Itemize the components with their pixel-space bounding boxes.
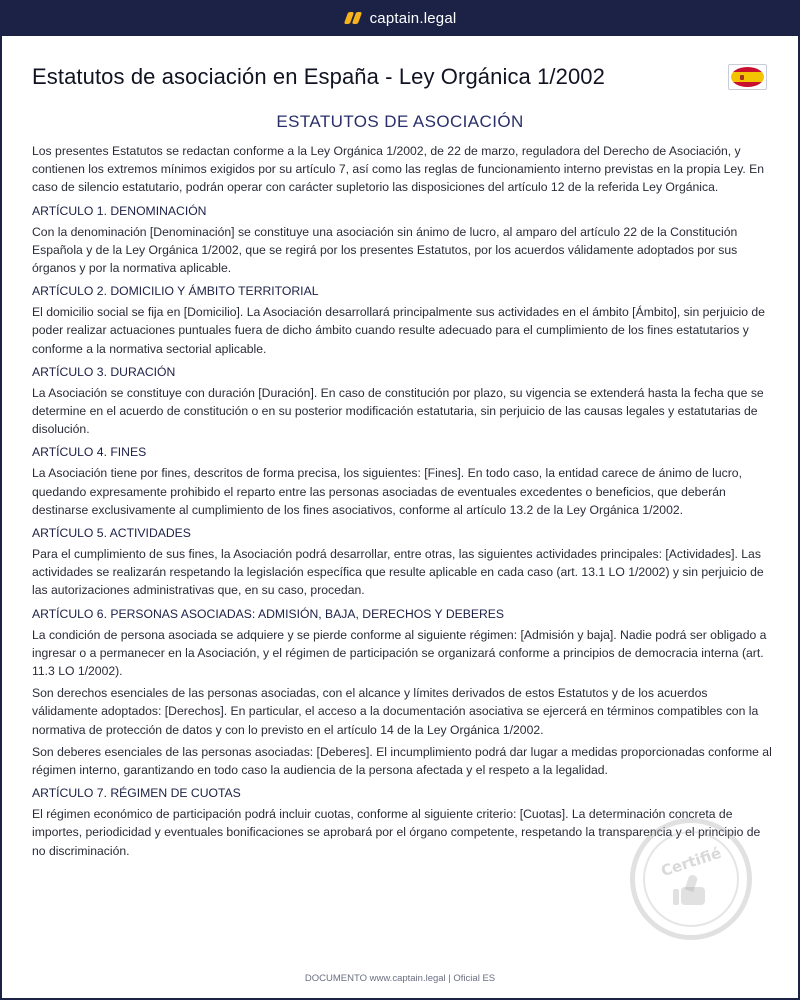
captain-logo-icon: [344, 11, 362, 25]
article-heading: ARTÍCULO 3. DURACIÓN: [32, 364, 176, 379]
article-paragraph: La Asociación se constituye con duración [Duración]. En caso de constitución por plazo, su vigencia se extenderá hasta la fecha que se determine en el acuerdo de constitución o en su posterior modificación estatutaria, sin perjuicio de las causas legales y estatutarias de disolución.: [32, 385, 764, 437]
top-bar: [0, 0, 800, 36]
footer: DOCUMENTO www.captain.legal | Oficial ES: [304, 973, 496, 984]
stamp-label: Certifié: [658, 843, 724, 881]
intro-paragraph: Los presentes Estatutos se redactan conforme a la Ley Orgánica 1/2002, de 22 de marzo, reguladora del Derecho de Asociación, y contienen los extremos mínimos exigidos por su artículo 7, así como las reglas de funcionamiento interno previstas en la propia Ley. En caso de silencio estatutario, podrán operar con carácter supletorio las disposiciones del artículo 12 de la referida Ley Orgánica.: [32, 144, 765, 195]
article-paragraph: Con la denominación [Denominación] se constituye una asociación sin ánimo de lucro, al amparo del artículo 22 de la Constitución Española y de la Ley Orgánica 1/2002, que se regirá por los presentes Estatutos, por los acuerdos válidamente adoptados por sus órganos y por la normativa aplicable.: [32, 224, 738, 276]
article-paragraph: Son deberes esenciales de las personas asociadas: [Deberes]. El incumplimiento podrá dar lugar a medidas proporcionadas conforme al régimen interno, garantizando en todo caso la audiencia de la persona afectada y el respeto a la legalidad.: [32, 744, 772, 778]
article-heading: ARTÍCULO 4. FINES: [32, 445, 147, 460]
brand-name[interactable]: captain.legal: [369, 9, 457, 27]
article-heading: ARTÍCULO 2. DOMICILIO Y ÁMBITO TERRITORIAL: [32, 284, 319, 299]
article-paragraph: La condición de persona asociada se adquiere y se pierde conforme al siguiente régimen: [Admisión y baja]. Nadie podrá ser obligado a ingresar o a permanecer en la Asociación, y el régimen de participación se organizará conforme a principios de democracia interna (art. 11.3 LO 1/2002).: [32, 627, 767, 679]
spain-flag-icon[interactable]: [728, 64, 767, 90]
article-paragraph: El domicilio social se fija en [Domicilio]. La Asociación desarrollará principalmente sus actividades en el ámbito [Ámbito], sin perjuicio de poder realizar actuaciones puntuales fuera de dicho ámbito cuando resulte adecuado para el cumplimiento de los fines estatutarios y conforme a la normativa sectorial aplicable.: [32, 305, 765, 356]
article-paragraph: Son derechos esenciales de las personas asociadas, con el alcance y límites derivados de estos Estatutos y de los acuerdos válidamente adoptados: [Derechos]. En particular, el acceso a la documentación asociativa se ejercerá en términos compatibles con la normativa de protección de datos y con lo previsto en el artículo 14 de la Ley Orgánica 1/2002.: [32, 686, 759, 737]
article-heading: ARTÍCULO 6. PERSONAS ASOCIADAS: ADMISIÓN, BAJA, DERECHOS Y DEBERES: [32, 606, 505, 621]
article-heading: ARTÍCULO 5. ACTIVIDADES: [32, 526, 191, 541]
certification-stamp: [630, 818, 752, 940]
article-paragraph: La Asociación tiene por fines, descritos de forma precisa, los siguientes: [Fines]. En todo caso, la entidad carece de ánimo de lucro, quedando expresamente prohibido el reparto entre las personas asociadas de eventuales excedentes o beneficios, que deberán destinarse exclusivamente al cumplimiento de los fines asociativos, conforme al artículo 13.2 de la Ley Orgánica 1/2002.: [32, 466, 742, 517]
main-heading: ESTATUTOS DE ASOCIACIÓN: [276, 112, 524, 131]
thumbs-up-icon: [673, 875, 709, 905]
document-title: Estatutos de asociación en España - Ley Orgánica 1/2002: [32, 64, 605, 89]
articles-list: [32, 203, 774, 860]
article-heading: ARTÍCULO 7. RÉGIMEN DE CUOTAS: [32, 786, 241, 801]
article-paragraph: El régimen económico de participación podrá incluir cuotas, conforme al siguiente criterio: [Cuotas]. La determinación concreta de importes, periodicidad y eventuales bonificaciones se aprobará por el órgano competente, respetando la transparencia y el principio de no discriminación.: [32, 807, 761, 858]
article-paragraph: Para el cumplimiento de sus fines, la Asociación podrá desarrollar, entre otras, las siguientes actividades principales: [Actividades]. Las actividades se realizarán respetando la legislación específica que resulte aplicable en cada caso (art. 13.1 LO 1/2002) y sin perjuicio de las autorizaciones administrativas que, en su caso, procedan.: [32, 547, 764, 598]
article-heading: ARTÍCULO 1. DENOMINACIÓN: [32, 203, 207, 218]
